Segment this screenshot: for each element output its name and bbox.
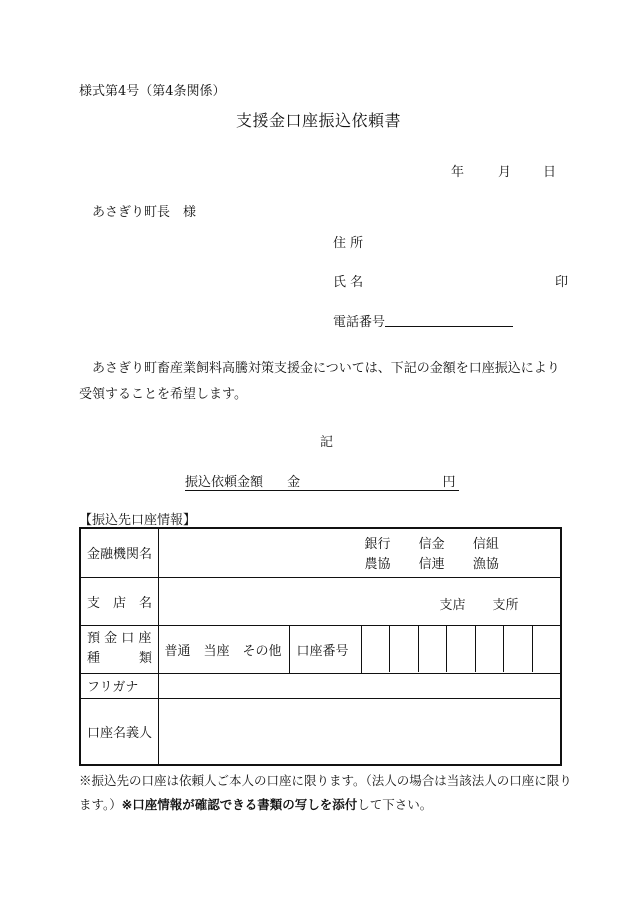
holder-field[interactable] (158, 698, 561, 765)
date-day: 日 (543, 165, 557, 180)
seal-mark: 印 (555, 275, 569, 290)
note-2-bold: ※口座情報が確認できる書類の写しを添付 (121, 797, 358, 812)
branch-shiten[interactable]: 支店 (439, 597, 466, 613)
phone-field-line[interactable] (385, 311, 513, 327)
furigana-label: フリガナ (80, 673, 158, 698)
bank-types (365, 535, 499, 575)
holder-label: 口座名義人 (80, 698, 158, 765)
table-row (80, 698, 561, 765)
amount-label: 振込依頼金額 (185, 475, 264, 490)
table-row (80, 577, 561, 625)
section-heading: 【振込先口座情報】 (79, 513, 197, 528)
bank-type-gyokyo[interactable]: 漁協 (472, 557, 499, 572)
bank-label: 金融機関名 (80, 528, 158, 577)
amount-yen: 円 (442, 475, 456, 490)
note-line-2 (79, 795, 432, 813)
bank-type-shinkumi[interactable]: 信組 (472, 537, 499, 552)
address-label: 住 所 (333, 236, 364, 251)
ki-heading: 記 (320, 435, 334, 450)
branch-field[interactable] (158, 577, 561, 625)
account-info-table (79, 527, 562, 766)
branch-shisho[interactable]: 支所 (492, 597, 519, 613)
phone-label: 電話番号 (333, 315, 386, 330)
account-type-label-line1: 預 金 口 座 (87, 631, 152, 646)
name-label: 氏 名 (333, 275, 364, 290)
digit-box[interactable] (418, 626, 447, 672)
bank-type-shinkin[interactable]: 信金 (418, 537, 445, 552)
branch-label: 支 店 名 (80, 577, 158, 625)
account-type-label (80, 625, 158, 673)
bank-type-shinren[interactable]: 信連 (418, 557, 445, 572)
digit-box[interactable] (446, 626, 475, 672)
account-type-options[interactable]: 普通 当座 その他 (158, 625, 289, 673)
date-month: 月 (498, 165, 512, 180)
account-number-label: 口座番号 (289, 625, 361, 673)
amount-line (185, 471, 459, 491)
table-row (80, 625, 561, 673)
request-statement: あさぎり町畜産業飼料高騰対策支援金については、下記の金額を口座振込により受領することを希望します。 (79, 361, 560, 402)
form-title: 支援金口座振込依頼書 (236, 111, 402, 130)
table-row (80, 673, 561, 698)
digit-box[interactable] (503, 626, 532, 672)
table-row (80, 528, 561, 577)
account-number-digits (362, 626, 561, 672)
note-2-end: して下さい。 (357, 797, 433, 812)
digit-box[interactable] (389, 626, 418, 672)
digit-box[interactable] (362, 626, 390, 672)
bank-type-nokyo[interactable]: 農協 (364, 557, 391, 572)
digit-box[interactable] (475, 626, 504, 672)
bank-field[interactable] (158, 528, 561, 577)
bank-type-ginko[interactable]: 銀行 (364, 537, 391, 552)
digit-box[interactable] (532, 626, 561, 672)
date-year: 年 (451, 165, 465, 180)
amount-kin: 金 (287, 475, 301, 490)
furigana-field[interactable] (158, 673, 561, 698)
note-2-plain: ます。） (79, 797, 122, 812)
addressee: あさぎり町長 様 (92, 205, 197, 220)
note-line-1: ※振込先の口座は依頼人ご本人の口座に限ります。（法人の場合は当該法人の口座に限り (79, 773, 572, 788)
account-number-field[interactable] (361, 625, 561, 673)
form-number: 様式第4号（第4条関係） (79, 84, 226, 99)
account-type-label-line2: 種 類 (87, 651, 153, 666)
